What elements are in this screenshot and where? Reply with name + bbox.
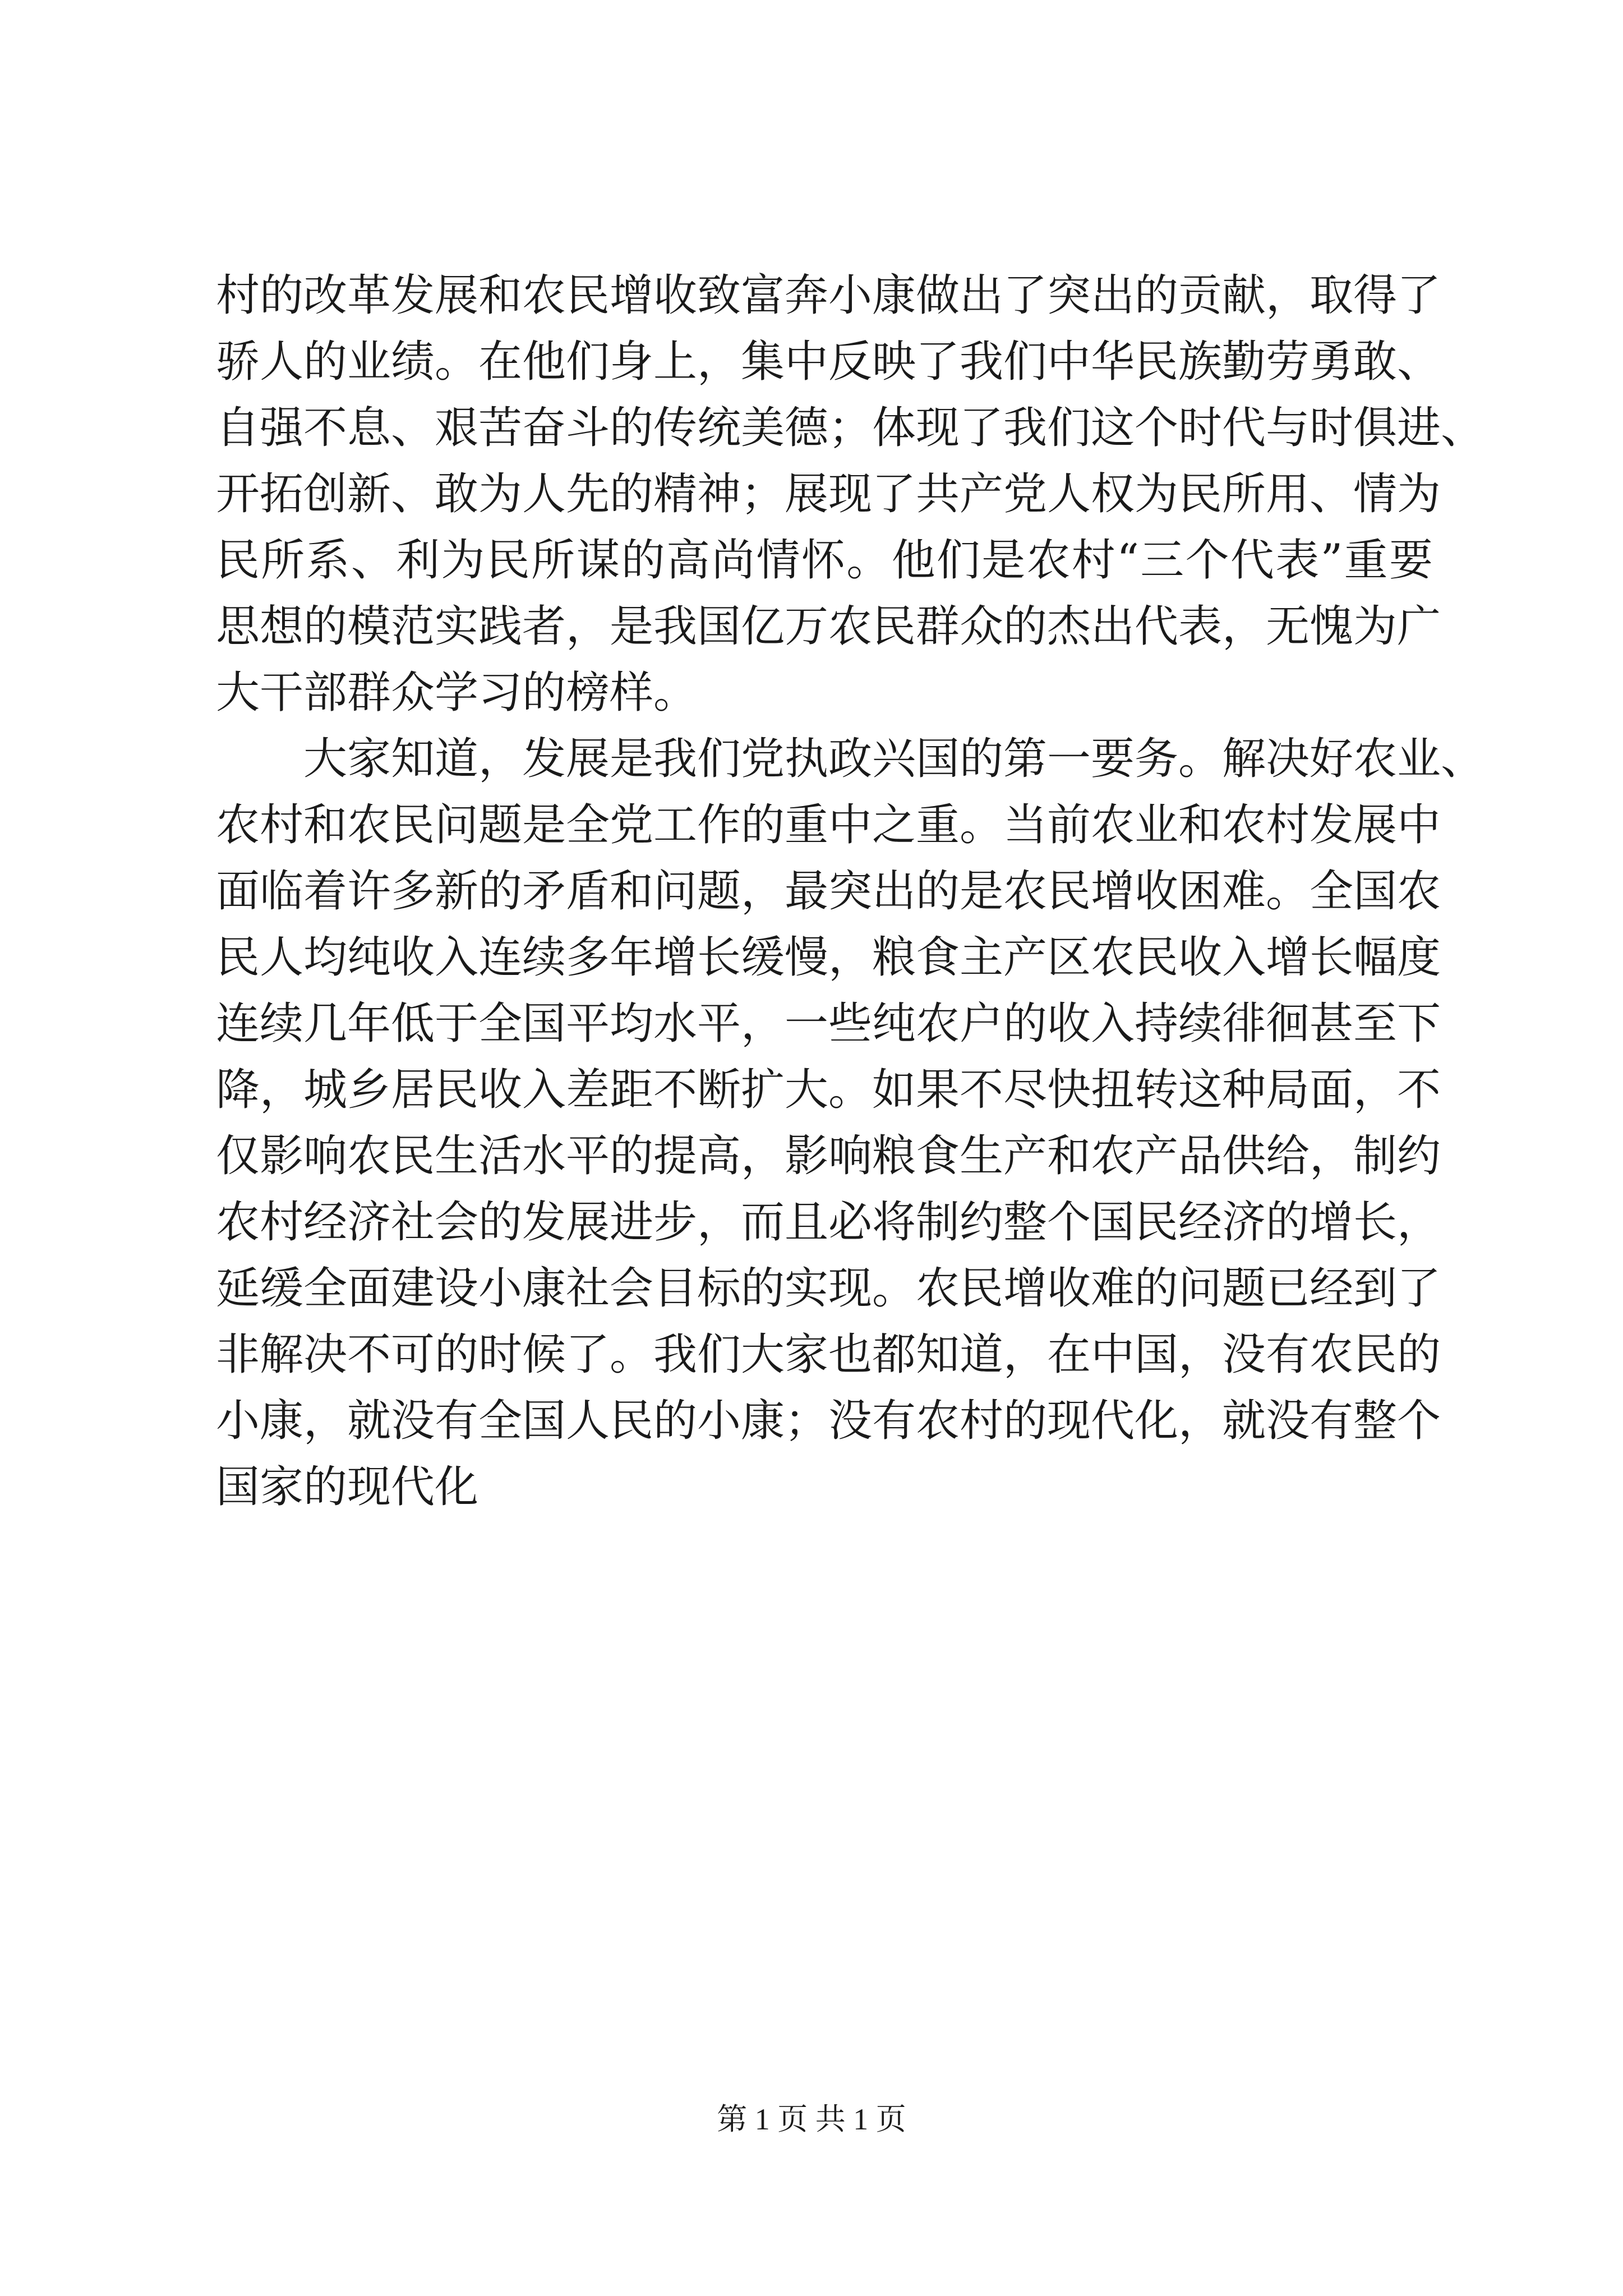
text-line: 民所系、利为民所谋的高尚情怀。他们是农村“三个代表”重要 <box>216 535 1433 586</box>
text-line: 农村经济社会的发展进步，而且必将制约整个国民经济的增长， <box>216 1197 1441 1248</box>
text-line: 村的改革发展和农民增收致富奔小康做出了突出的贡献，取得了 <box>216 270 1441 321</box>
text-line: 仅影响农民生活水平的提高，影响粮食生产和农产品供给，制约 <box>216 1131 1441 1181</box>
text-line: 农村和农民问题是全党工作的重中之重。当前农业和农村发展中 <box>216 800 1441 850</box>
text-line: 降，城乡居民收入差距不断扩大。如果不尽快扭转这种局面，不 <box>216 1065 1441 1115</box>
text-line: 自强不息、艰苦奋斗的传统美德；体现了我们这个时代与时俱进、 <box>216 403 1485 453</box>
text-line: 小康，就没有全国人民的小康；没有农村的现代化，就没有整个 <box>216 1396 1441 1446</box>
text-line: 大干部群众学习的榜样。 <box>216 668 698 718</box>
page-footer: 第 1 页 共 1 页 <box>717 2102 906 2136</box>
paragraph-first-line: 大家知道，发展是我们党执政兴国的第一要务。解决好农业、 <box>303 734 1485 784</box>
text-line: 面临着许多新的矛盾和问题，最突出的是农民增收困难。全国农 <box>216 866 1441 917</box>
document-body <box>216 263 1485 1520</box>
text-line: 国家的现代化 <box>216 1462 479 1512</box>
text-line: 民人均纯收入连续多年增长缓慢，粮食主产区农民收入增长幅度 <box>216 932 1441 983</box>
text-line: 开拓创新、敢为人先的精神；展现了共产党人权为民所用、情为 <box>216 469 1441 519</box>
text-line: 连续几年低于全国平均水平，一些纯农户的收入持续徘徊甚至下 <box>216 999 1441 1049</box>
text-line: 延缓全面建设小康社会目标的实现。农民增收难的问题已经到了 <box>216 1263 1441 1314</box>
text-line: 思想的模范实践者，是我国亿万农民群众的杰出代表，无愧为广 <box>216 601 1441 652</box>
text-line: 非解决不可的时候了。我们大家也都知道，在中国，没有农民的 <box>216 1329 1441 1380</box>
text-line: 骄人的业绩。在他们身上，集中反映了我们中华民族勤劳勇敢、 <box>216 337 1441 387</box>
